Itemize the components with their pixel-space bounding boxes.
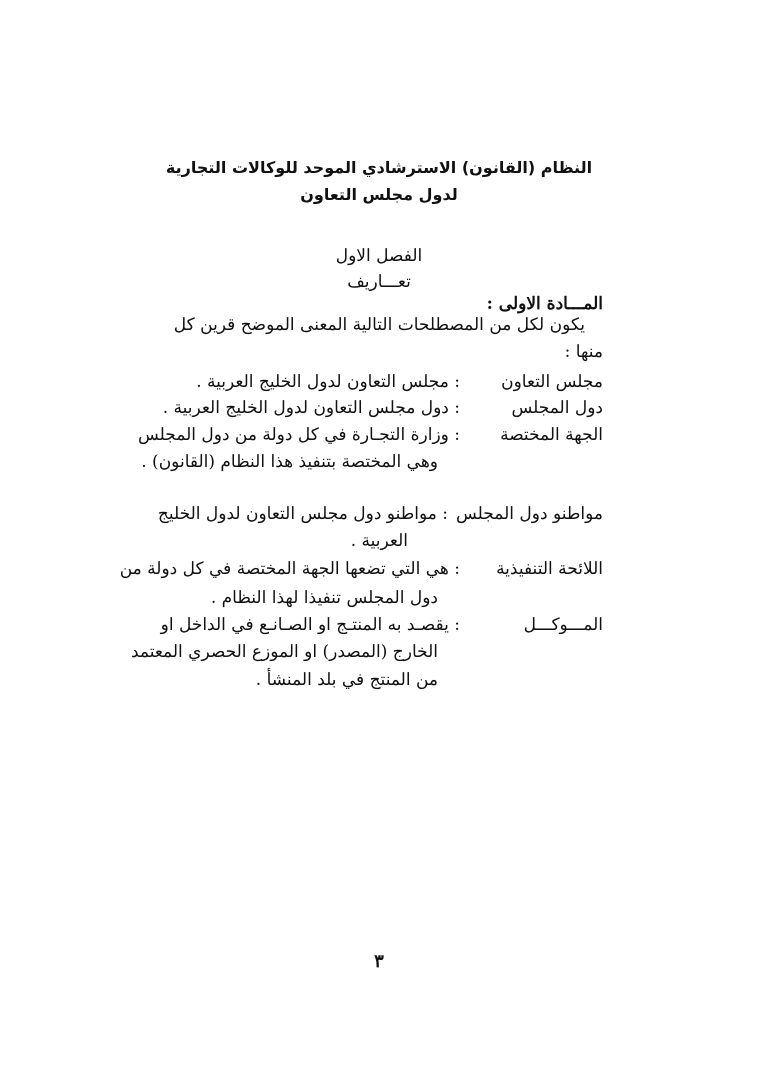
definition-term: اللائحة التنفيذية <box>496 559 603 579</box>
definition-term: مواطنو دول المجلس <box>456 504 603 524</box>
document-subtitle: لدول مجلس التعاون <box>300 185 458 204</box>
definition-term: مجلس التعاون <box>501 372 603 392</box>
definition-row <box>185 370 603 394</box>
definition-text: : يقصـد به المنتـج او الصـانـع في الداخل او <box>160 615 460 635</box>
intro-text-line: منها : <box>564 342 603 362</box>
definition-row <box>137 423 603 447</box>
chapter-heading: الفصل الاول <box>335 246 423 266</box>
definition-text: العربية . <box>350 531 408 551</box>
article-heading: المـــادة الاولى : <box>486 294 603 314</box>
chapter-subtitle: تعـــاريف <box>347 272 411 292</box>
page-number: ٣ <box>374 951 384 972</box>
definition-text: من المنتج في بلد المنشأ . <box>255 670 438 690</box>
definition-row <box>157 502 603 526</box>
definition-text: : هي التي تضعها الجهة المختصة في كل دولة من <box>119 559 460 579</box>
definition-text: الخارج (المصدر) او الموزع الحصري المعتمد <box>130 642 438 662</box>
definition-term: المـــوكـــل <box>523 615 603 635</box>
definition-term: الجهة المختصة <box>500 425 603 445</box>
document-title: النظام (القانون) الاسترشادي الموحد للوكالات التجارية <box>165 158 593 177</box>
definition-row <box>119 557 603 581</box>
definition-text: : مجلس التعاون لدول الخليج العربية . <box>196 372 460 392</box>
definition-row <box>162 396 603 420</box>
definition-text: : مواطنو دول مجلس التعاون لدول الخليج <box>157 504 448 524</box>
definition-text: دول المجلس تنفيذا لهذا النظام . <box>210 588 438 608</box>
definition-text: وهي المختصة بتنفيذ هذا النظام (القانون) . <box>141 452 438 472</box>
definition-text: : وزارة التجـارة في كل دولة من دول المجلس <box>137 425 460 445</box>
definition-text: : دول مجلس التعاون لدول الخليج العربية . <box>162 398 460 418</box>
definition-row <box>160 613 603 637</box>
definition-term: دول المجلس <box>511 398 603 418</box>
intro-text-line: يكون لكل من المصطلحات التالية المعنى الموضح قرين كل <box>173 315 585 335</box>
